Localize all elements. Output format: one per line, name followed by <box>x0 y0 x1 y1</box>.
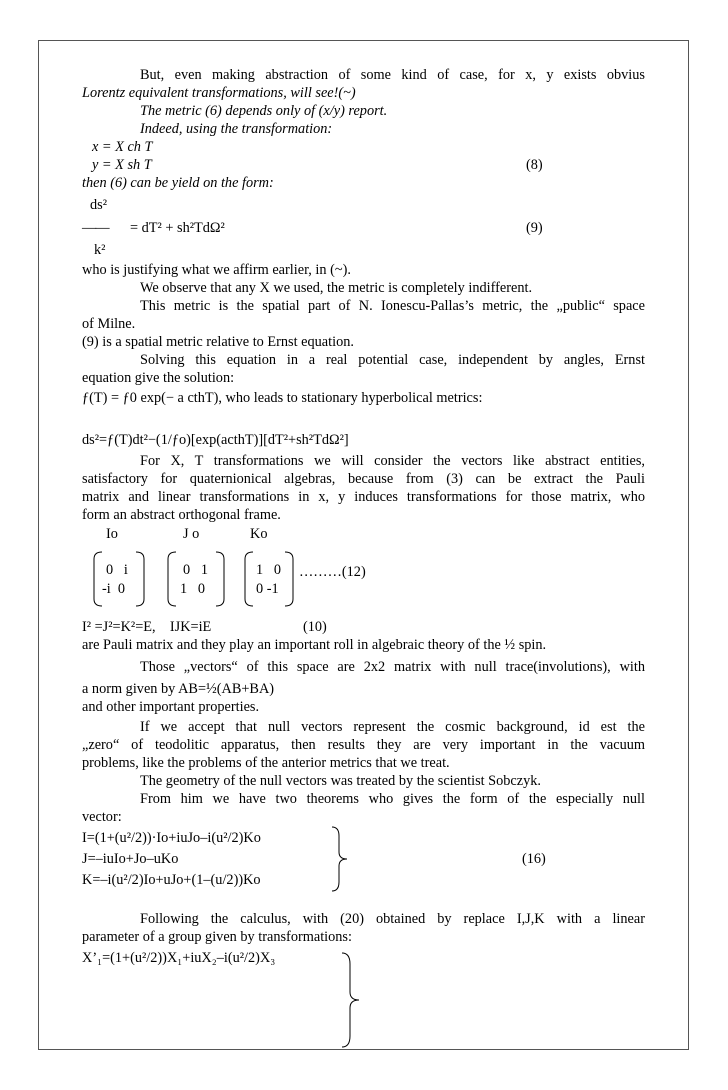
text-line: If we accept that null vectors represent the cosmic background, id est the <box>140 719 645 735</box>
text-line: Following the calculus, with (20) obtained by replace I,J,K with a linear <box>140 911 645 927</box>
matrix-bracket-left <box>166 551 178 607</box>
matrix-row: -i 0 <box>102 581 126 597</box>
text-line: and other important properties. <box>82 699 260 715</box>
matrix-row: 1 0 <box>256 562 282 578</box>
matrix-row: 0 -1 <box>256 581 279 597</box>
equation-line: X’₁=(1+(u²/2))X₁+iuX₂–i(u²/2)X₃ <box>82 950 276 966</box>
equation-number: (10) <box>303 619 327 635</box>
matrix-label: J o <box>183 526 200 542</box>
text-line: „zero“ of teodolitic apparatus, then results they are very important in the vacuum <box>82 737 645 753</box>
matrix-bracket-right <box>134 551 146 607</box>
curly-brace <box>330 826 352 892</box>
text-line: parameter of a group given by transformations: <box>82 929 352 945</box>
text-line: are Pauli matrix and they play an important roll in algebraic theory of the ½ spin. <box>82 637 547 653</box>
fraction-denominator: k² <box>94 242 106 258</box>
fraction-bar: —— <box>82 220 109 236</box>
text-line: a norm given by AB=½(AB+BA) <box>82 681 275 697</box>
equation-line: J=–iuIo+Jo–uKo <box>82 851 179 867</box>
text-line: Those „vectors“ of this space are 2x2 matrix with null trace(involutions), with <box>140 659 645 675</box>
text-line: equation give the solution: <box>82 370 235 386</box>
matrix-label: Io <box>106 526 118 542</box>
matrix-label: Ko <box>250 526 268 542</box>
matrix-row: 1 0 <box>180 581 206 597</box>
equation-line: y = X sh T <box>92 157 152 173</box>
text-line: then (6) can be yield on the form: <box>82 175 274 191</box>
text-line: Indeed, using the transformation: <box>140 121 333 137</box>
matrix-bracket-right <box>214 551 226 607</box>
text-line: matrix and linear transformations in x, y induces transformations for those matrix, who <box>82 489 645 505</box>
equation-line: x = X ch T <box>92 139 153 155</box>
equation-line: K=–i(u²/2)Io+uJo+(1–(u/2))Ko <box>82 872 261 888</box>
equation-line: ƒ(T) = ƒ0 exp(− a cthT), who leads to stationary hyperbolical metrics: <box>82 390 483 406</box>
fraction-numerator: ds² <box>90 197 107 213</box>
equation-line: I² =J²=K²=E, IJK=iE <box>82 619 212 635</box>
text-line: The metric (6) depends only of (x/y) report. <box>140 103 388 119</box>
equation-line: ds²=ƒ(T)dt²−(1/ƒo)[exp(acthT)][dT²+sh²TdΩ²] <box>82 432 349 448</box>
matrix-row: 0 1 <box>183 562 209 578</box>
curly-brace <box>340 952 364 1048</box>
equation-number: (9) <box>526 220 543 236</box>
text-line: Lorentz equivalent transformations, will see!(~) <box>82 85 356 101</box>
text-line: problems, like the problems of the anterior metrics that we treat. <box>82 755 450 771</box>
text-line: Solving this equation in a real potential case, independent by angles, Ernst <box>140 352 645 368</box>
equation-line: I=(1+(u²/2))·Io+iuJo–i(u²/2)Ko <box>82 830 261 846</box>
text-line: From him we have two theorems who gives the form of the especially null <box>140 791 645 807</box>
text-line: vector: <box>82 809 122 825</box>
equation-number: (8) <box>526 157 543 173</box>
text-line: We observe that any X we used, the metric is completely indifferent. <box>140 280 533 296</box>
matrix-bracket-left <box>243 551 255 607</box>
text-line: But, even making abstraction of some kind of case, for x, y exists obvius <box>140 67 645 83</box>
equation-line: = dT² + sh²TdΩ² <box>130 220 225 236</box>
equation-number: ………(12) <box>299 564 366 580</box>
matrix-bracket-left <box>92 551 104 607</box>
text-line: satisfactory for quaternionical algebras, because from (3) can be extract the Pauli <box>82 471 645 487</box>
equation-number: (16) <box>522 851 546 867</box>
text-line: (9) is a spatial metric relative to Ernst equation. <box>82 334 354 350</box>
text-line: For X, T transformations we will consider the vectors like abstract entities, <box>140 453 645 469</box>
matrix-bracket-right <box>283 551 295 607</box>
text-line: The geometry of the null vectors was treated by the scientist Sobczyk. <box>140 773 541 789</box>
text-line: form an abstract orthogonal frame. <box>82 507 281 523</box>
text-line: This metric is the spatial part of N. Ionescu-Pallas’s metric, the „public“ space <box>140 298 645 314</box>
matrix-row: 0 i <box>106 562 128 578</box>
text-line: of Milne. <box>82 316 136 332</box>
text-line: who is justifying what we affirm earlier, in (~). <box>82 262 351 278</box>
